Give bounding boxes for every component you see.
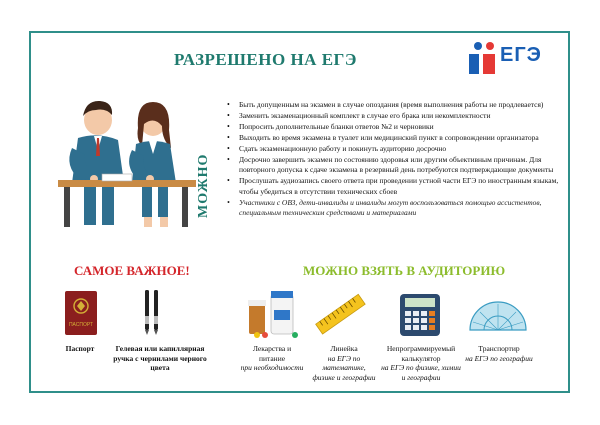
allowed-heading: МОЖНО ВЗЯТЬ В АУДИТОРИЮ — [303, 263, 506, 278]
medicine-label: Лекарства и питание при необходимости — [240, 344, 304, 372]
rule-item: • Быть допущенным на экзамен в случае опоздания (время выполнения работы не продлевается) — [226, 100, 562, 110]
rule-item: • Выходить во время экзамена в туалет или медицинский пункт в сопровождении организатора — [226, 133, 562, 143]
rule-item: • Попросить дополнительные бланки ответов №2 и черновики — [226, 122, 562, 132]
passport-cover-text: ПАСПОРТ — [68, 322, 94, 328]
pen-label: Гелевая или капиллярная ручка с чернилами черного цвета — [113, 344, 207, 372]
rules-list — [226, 100, 562, 219]
page-title: РАЗРЕШЕНО НА ЕГЭ — [174, 50, 357, 69]
rule-note: • Участники с ОВЗ, дети-инвалиды и инвалиды могут воспользоваться помощью ассистентов, специальным техническим средствами и материалами — [226, 198, 562, 219]
important-heading: САМОЕ ВАЖНОЕ! — [74, 263, 190, 278]
passport-label: Паспорт — [65, 344, 95, 353]
rule-item: • Заменить экзаменационный комплект в случае его брака или некомплектности — [226, 111, 562, 121]
rule-item: • Прослушать аудиозапись своего ответа при проведении устной части ЕГЭ по иностранным языкам, чтобы убедиться в отсутствии технических сбоев — [226, 176, 562, 197]
logo-text: ЕГЭ — [500, 44, 542, 66]
ruler-icon — [315, 292, 367, 338]
students-illustration — [50, 88, 200, 233]
passport-icon — [64, 290, 98, 336]
ruler-label: Линейка на ЕГЭ по математике, физике и географии — [312, 344, 376, 382]
calculator-icon — [398, 292, 442, 338]
rule-item: • Досрочно завершить экзамен по состоянию здоровья или другим объективным причинам. Для повторного допуска к сдаче экзамена в резервный день потребуются подтверждающие документы — [226, 155, 562, 176]
rule-item: • Сдать экзаменационную работу и покинуть аудиторию досрочно — [226, 144, 562, 154]
protractor-label: Транспортир на ЕГЭ по географии — [465, 344, 533, 363]
protractor-icon — [468, 296, 528, 332]
vertical-label-mozhno: МОЖНО — [196, 153, 211, 218]
calculator-label: Непрограммируемый калькулятор на ЕГЭ по физике, химии и географии — [381, 344, 461, 382]
medicine-icon — [245, 290, 301, 338]
pens-icon — [143, 288, 161, 336]
